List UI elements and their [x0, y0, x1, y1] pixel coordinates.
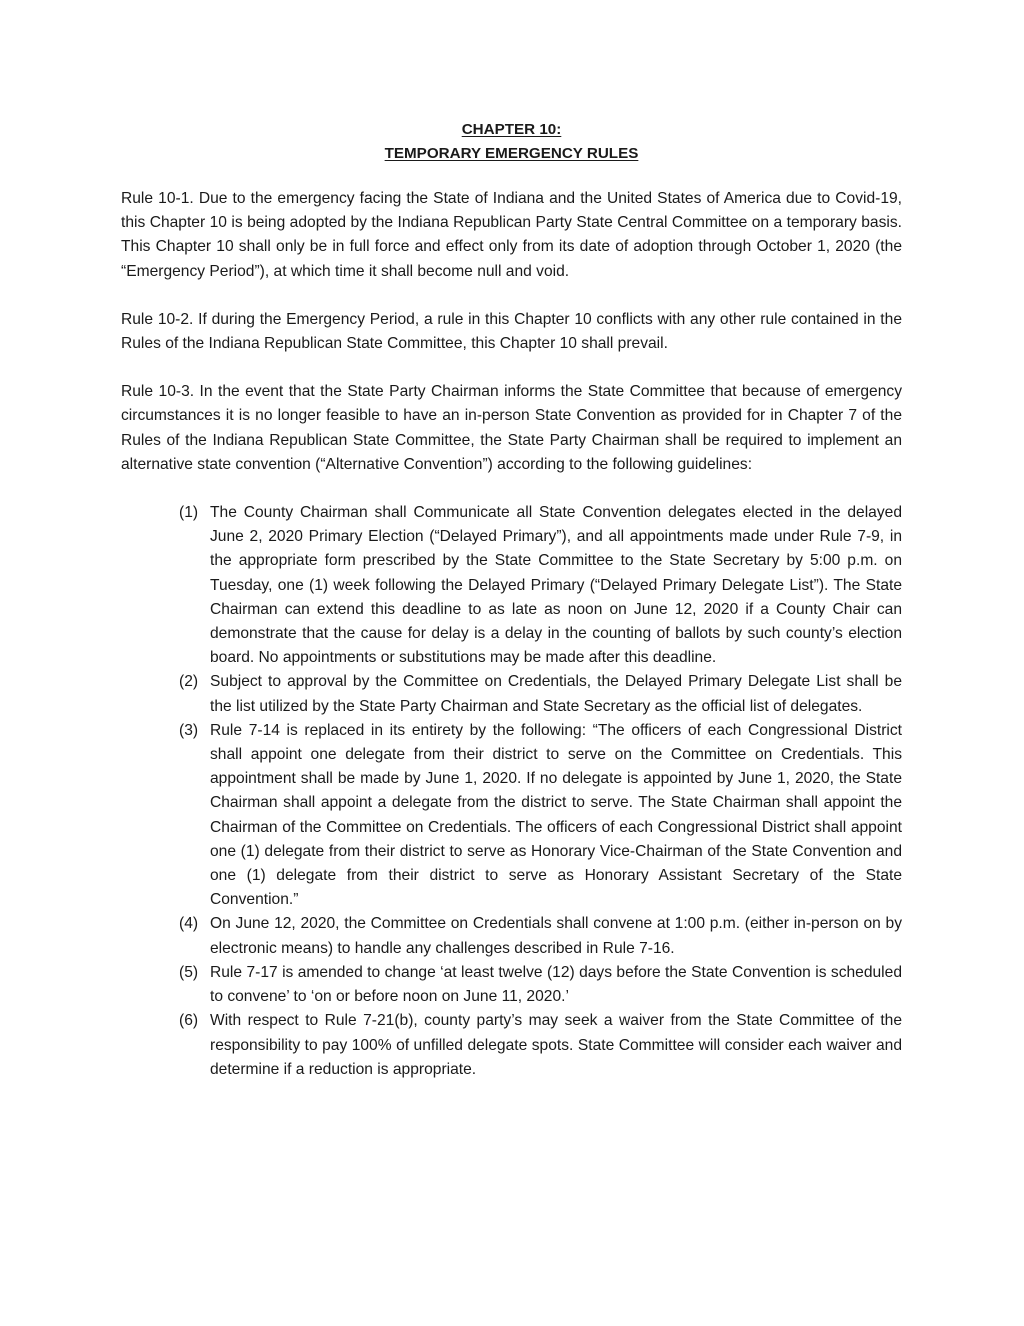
- guideline-item: [179, 719, 902, 913]
- guideline-item: [179, 501, 902, 670]
- guideline-text: Rule 7-17 is amended to change ‘at least twelve (12) days before the State Convention is scheduled to convene’ to ‘on or before noon on June 11, 2020.’: [210, 963, 902, 1006]
- guideline-number: (2): [179, 673, 199, 691]
- guideline-number: (3): [179, 721, 199, 739]
- guideline-text: The County Chairman shall Communicate all State Convention delegates elected in the delayed June 2, 2020 Primary Election (“Delayed Primary”), and all appointments made under Rule 7-9, in the appropriate form prescribed by the State Committee to the State Secretary by 5:00 p.m. on Tuesday, one (1) week following the Delayed Primary (“Delayed Primary Delegate List”). The State Chairman can extend this deadline to as late as noon on June 12, 2020 if a County Chair can demonstrate that the cause for delay is a delay in the counting of ballots by such county’s election board. No appointments or substitutions may be made after this deadline.: [210, 504, 902, 667]
- guideline-number: (6): [179, 1012, 199, 1030]
- guideline-number: (1): [179, 504, 199, 522]
- guideline-number: (5): [179, 963, 199, 981]
- rule-10-1: Rule 10-1. Due to the emergency facing the State of Indiana and the United States of America due to Covid-19, this Chapter 10 is being adopted by the Indiana Republican Party State Central Committee on a temporary basis. This Chapter 10 shall only be in full force and effect only from its date of adoption through October 1, 2020 (the “Emergency Period”), at which time it shall become null and void.: [121, 190, 902, 280]
- guideline-text: Rule 7-14 is replaced in its entirety by the following: “The officers of each Congressional District shall appoint one delegate from their district to serve on the Committee on Credentials. This appointment shall be made by June 1, 2020. If no delegate is appointed by June 1, 2020, the State Chairman shall appoint a delegate from the district to serve. The State Chairman shall appoint the Chairman of the Committee on Credentials. The officers of each Congressional District shall appoint one (1) delegate from their district to serve as Honorary Vice-Chairman of the State Convention and one (1) delegate from their district to serve as Honorary Assistant Secretary of the State Convention.”: [210, 721, 902, 909]
- guideline-item: [179, 912, 902, 960]
- chapter-heading: [121, 118, 902, 166]
- rule-10-3: Rule 10-3. In the event that the State Party Chairman informs the State Committee that because of emergency circumstances it is no longer feasible to have an in-person State Convention as provided for in Chapter 7 of the Rules of the Indiana Republican State Committee, the State Party Chairman shall be required to implement an alternative state convention (“Alternative Convention”) according to the following guidelines:: [121, 383, 902, 473]
- guideline-item: [179, 670, 902, 718]
- guideline-item: [179, 1009, 902, 1082]
- guideline-text: Subject to approval by the Committee on Credentials, the Delayed Primary Delegate List shall be the list utilized by the State Party Chairman and State Secretary as the official list of delegates.: [210, 673, 902, 715]
- guideline-number: (4): [179, 915, 199, 933]
- guideline-item: [179, 961, 902, 1009]
- chapter-number: CHAPTER 10:: [461, 121, 562, 138]
- guideline-text: On June 12, 2020, the Committee on Credentials shall convene at 1:00 p.m. (either in-person on by electronic means) to handle any challenges described in Rule 7-16.: [210, 915, 902, 957]
- chapter-title: TEMPORARY EMERGENCY RULES: [384, 145, 639, 162]
- guidelines-list: [121, 501, 902, 1082]
- guideline-text: With respect to Rule 7-21(b), county party’s may seek a waiver from the State Committee of the responsibility to pay 100% of unfilled delegate spots. State Committee will consider each waiver and determine if a reduction is appropriate.: [210, 1012, 902, 1078]
- rule-10-2: Rule 10-2. If during the Emergency Period, a rule in this Chapter 10 conflicts with any other rule contained in the Rules of the Indiana Republican State Committee, this Chapter 10 shall prevail.: [121, 310, 902, 353]
